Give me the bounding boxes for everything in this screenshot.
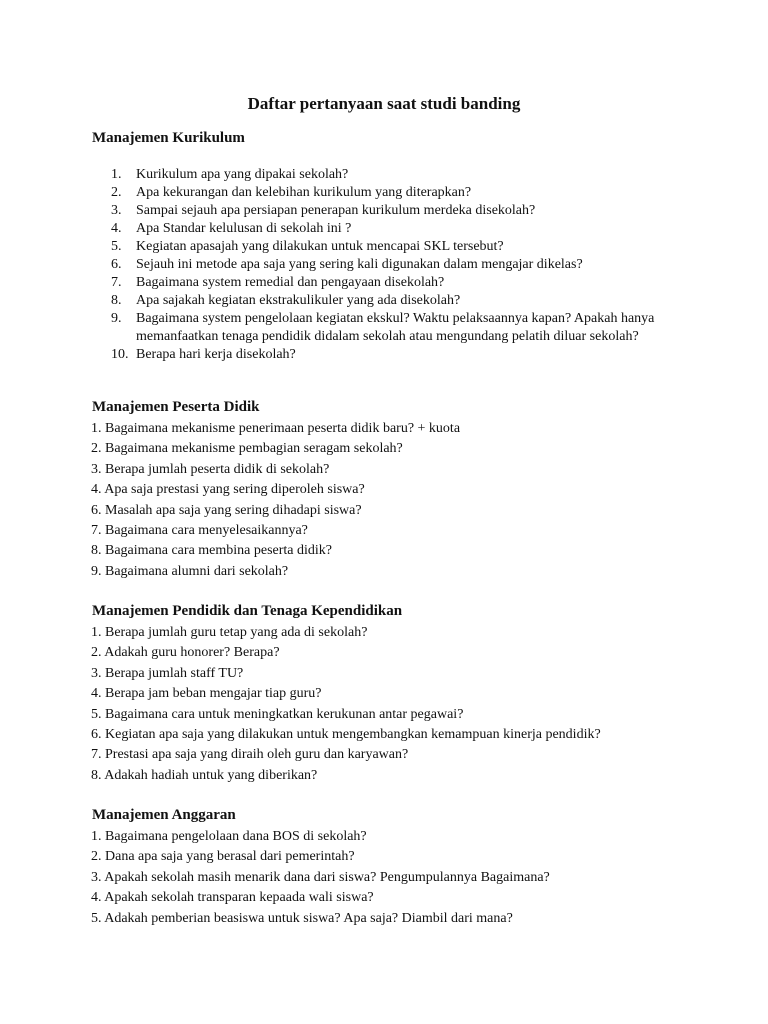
list-item: 2. Dana apa saja yang berasal dari pemerintah?: [91, 849, 355, 865]
item-text: Sampai sejauh apa persiapan penerapan kurikulum merdeka disekolah?: [136, 203, 536, 218]
item-number: 10.: [111, 347, 129, 362]
item-text: Kurikulum apa yang dipakai sekolah?: [136, 167, 349, 182]
pendidik-question-list: [91, 623, 671, 786]
item-number: 5.: [111, 239, 122, 254]
item-number: 9.: [111, 311, 122, 326]
list-item: [111, 184, 671, 202]
list-item: [111, 274, 671, 292]
peserta-didik-question-list: [91, 419, 671, 582]
item-text: Apa Standar kelulusan di sekolah ini ?: [136, 221, 352, 236]
list-item: 3. Berapa jumlah staff TU?: [91, 665, 244, 681]
section-heading-anggaran: Manajemen Anggaran: [92, 807, 236, 823]
list-item: 3. Apakah sekolah masih menarik dana dari siswa? Pengumpulannya Bagaimana?: [91, 869, 550, 885]
document-title: Daftar pertanyaan saat studi banding: [247, 94, 521, 113]
item-text: Bagaimana system pengelolaan kegiatan ekskul? Waktu pelaksaannya kapan? Apakah hanya memanfaatkan tenaga pendidik didalam sekolah atau mengundang pelatih diluar sekolah?: [136, 311, 655, 344]
list-item: 4. Apakah sekolah transparan kepaada wali siswa?: [91, 890, 374, 906]
section-heading-kurikulum: Manajemen Kurikulum: [92, 130, 245, 146]
list-item: 9. Bagaimana alumni dari sekolah?: [91, 563, 289, 579]
list-item: 7. Bagaimana cara menyelesaikannya?: [91, 523, 308, 539]
list-item: [111, 292, 671, 310]
list-item: [111, 220, 671, 238]
list-item: 1. Bagaimana pengelolaan dana BOS di sekolah?: [91, 829, 367, 844]
list-item: [111, 346, 671, 364]
anggaran-question-list: [91, 827, 671, 929]
list-item: 4. Berapa jam beban mengajar tiap guru?: [91, 686, 322, 702]
item-text: Apa kekurangan dan kelebihan kurikulum yang diterapkan?: [136, 185, 472, 200]
list-item: [111, 166, 671, 184]
list-item: 1. Berapa jumlah guru tetap yang ada di sekolah?: [91, 625, 368, 640]
list-item: [111, 256, 671, 274]
kurikulum-question-list: [111, 166, 671, 364]
list-item: 7. Prestasi apa saja yang diraih oleh guru dan karyawan?: [91, 747, 409, 763]
item-text: Apa sajakah kegiatan ekstrakulikuler yang ada disekolah?: [136, 293, 461, 308]
list-item: 2. Bagaimana mekanisme pembagian seragam sekolah?: [91, 441, 403, 457]
list-item: 6. Masalah apa saja yang sering dihadapi siswa?: [91, 502, 362, 518]
list-item: 8. Adakah hadiah untuk yang diberikan?: [91, 767, 318, 783]
item-number: 6.: [111, 257, 122, 272]
list-item: 5. Adakah pemberian beasiswa untuk siswa? Apa saja? Diambil dari mana?: [91, 910, 513, 926]
item-number: 7.: [111, 275, 122, 290]
list-item: 1. Bagaimana mekanisme penerimaan peserta didik baru? + kuota: [91, 421, 461, 436]
list-item: 5. Bagaimana cara untuk meningkatkan kerukunan antar pegawai?: [91, 706, 464, 722]
item-number: 4.: [111, 221, 122, 236]
list-item: [111, 202, 671, 220]
item-number: 1.: [111, 167, 122, 182]
item-text: Berapa hari kerja disekolah?: [136, 347, 296, 362]
section-heading-pendidik: Manajemen Pendidik dan Tenaga Kependidikan: [92, 603, 403, 619]
list-item: 6. Kegiatan apa saja yang dilakukan untuk mengembangkan kemampuan kinerja pendidik?: [91, 727, 601, 743]
item-text: Sejauh ini metode apa saja yang sering kali digunakan dalam mengajar dikelas?: [136, 257, 583, 272]
list-item: 4. Apa saja prestasi yang sering diperoleh siswa?: [91, 482, 365, 498]
list-item: 3. Berapa jumlah peserta didik di sekolah?: [91, 461, 330, 477]
item-number: 2.: [111, 185, 122, 200]
item-text: Kegiatan apasajah yang dilakukan untuk mencapai SKL tersebut?: [136, 239, 504, 254]
section-heading-peserta-didik: Manajemen Peserta Didik: [92, 399, 260, 415]
list-item: 2. Adakah guru honorer? Berapa?: [91, 645, 280, 661]
list-item: [111, 310, 671, 346]
list-item: [111, 238, 671, 256]
item-number: 8.: [111, 293, 122, 308]
item-text: Bagaimana system remedial dan pengayaan disekolah?: [136, 275, 445, 290]
list-item: 8. Bagaimana cara membina peserta didik?: [91, 543, 333, 559]
item-number: 3.: [111, 203, 122, 218]
